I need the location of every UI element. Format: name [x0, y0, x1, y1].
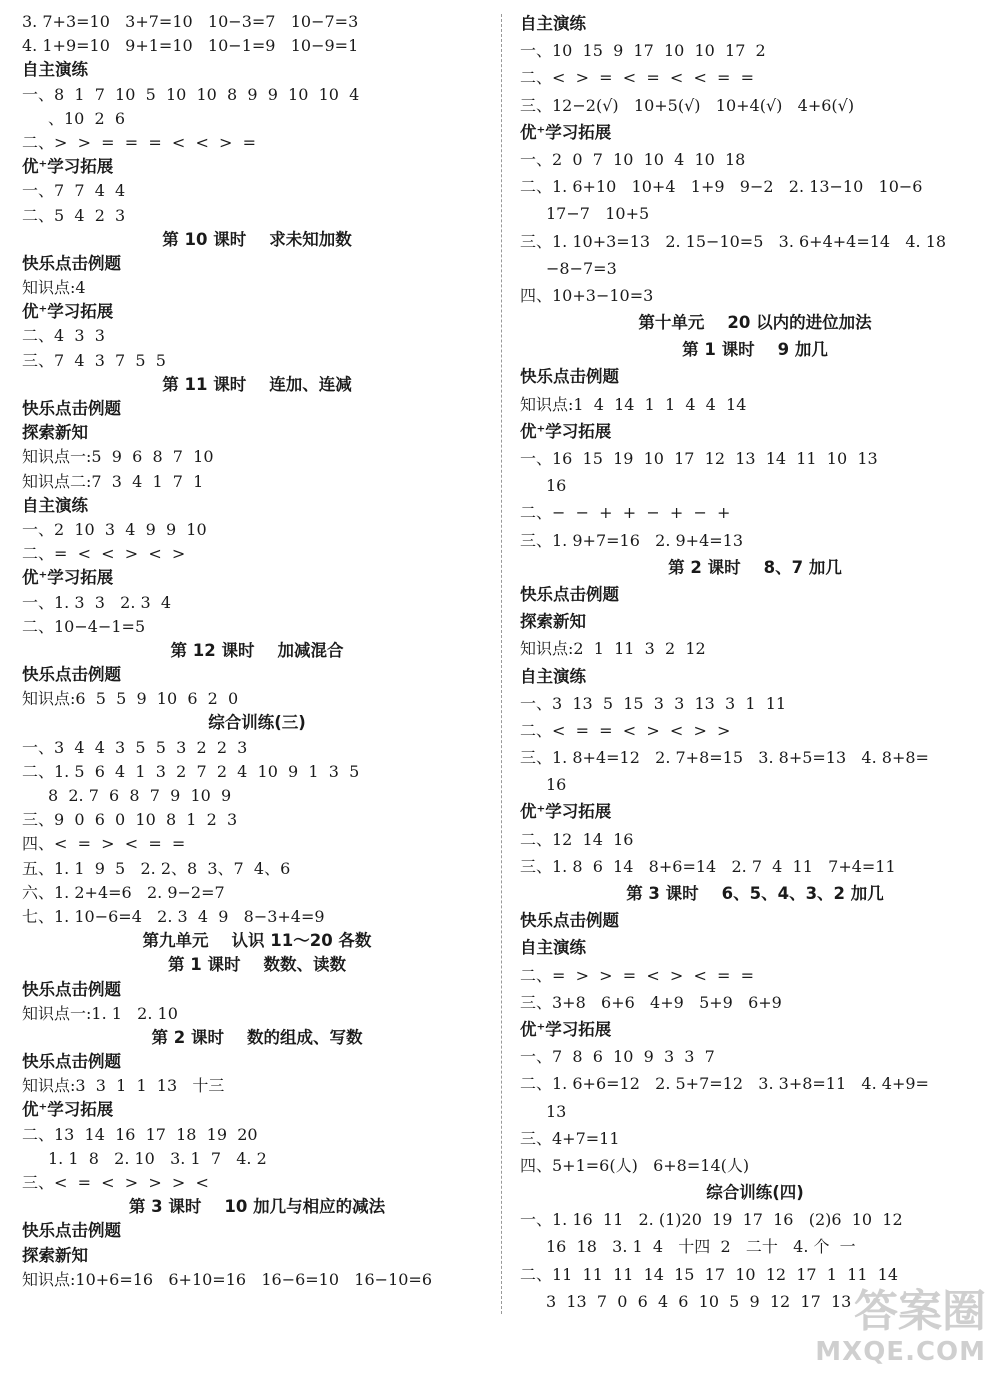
answer-line: 二、< = = < > < > > [520, 720, 731, 740]
answer-line: 三、1. 9+7=16 2. 9+4=13 [520, 530, 744, 550]
answer-continuation: 8 2. 7 6 8 7 9 10 9 [48, 786, 232, 805]
answer-line: 二、1. 6+10 10+4 1+9 9−2 2. 13−10 10−6 [520, 177, 923, 197]
answer-line: 一、3 13 5 15 3 3 13 3 1 11 [520, 693, 787, 713]
section-heading: 快乐点击例题 [520, 584, 619, 604]
answer-line: 三、7 4 3 7 5 5 [22, 350, 166, 370]
section-heading: 快乐点击例题 [22, 665, 121, 685]
answer-line: 知识点:2 1 11 3 2 12 [520, 639, 706, 659]
answer-line: 二、− − + + − + − + [520, 503, 731, 523]
answer-line: 二、< > = < = < < = = [520, 68, 755, 88]
lesson-title: 第 3 课时 6、5、4、3、2 加几 [626, 884, 884, 903]
answer-line: 知识点:10+6=16 6+10=16 16−6=10 16−10=6 [22, 1269, 433, 1289]
answer-continuation: 13 [546, 1101, 567, 1121]
answer-line: 知识点:6 5 5 9 10 6 2 0 [22, 689, 239, 709]
answer-line: 知识点:3 3 1 1 13 十三 [22, 1076, 225, 1096]
answer-line: 五、1. 1 9 5 2. 2、8 3、7 4、6 [22, 858, 291, 878]
section-heading: 快乐点击例题 [22, 1221, 121, 1241]
answer-line: 3. 7+3=10 3+7=10 10−3=7 10−7=3 [22, 12, 359, 31]
answer-line: 知识点一:5 9 6 8 7 10 [22, 447, 214, 467]
section-heading: 快乐点击例题 [22, 1052, 121, 1072]
section-heading: 优⁺学习拓展 [520, 802, 612, 822]
section-heading: 优⁺学习拓展 [22, 157, 114, 177]
section-heading: 探索新知 [520, 612, 586, 632]
answer-continuation: 17−7 10+5 [546, 204, 650, 224]
lesson-title: 第九单元 认识 11～20 各数 [142, 931, 372, 951]
answer-line: 一、16 15 19 10 17 12 13 14 11 10 13 [520, 449, 878, 468]
answer-line: 知识点一:1. 1 2. 10 [22, 1003, 178, 1023]
section-heading: 探索新知 [22, 423, 88, 443]
section-heading: 优⁺学习拓展 [520, 421, 612, 441]
answer-line: 一、7 8 6 10 9 3 3 7 [520, 1047, 715, 1067]
answer-line: 一、1. 3 3 2. 3 4 [22, 592, 172, 612]
answer-line: 三、< = < > > > < [22, 1173, 209, 1192]
section-heading: 快乐点击例题 [520, 367, 619, 387]
section-heading: 探索新知 [22, 1245, 88, 1265]
answer-continuation: 16 [546, 775, 567, 795]
answer-line: 三、1. 8 6 14 8+6=14 2. 7 4 11 7+4=11 [520, 856, 896, 876]
answer-line: 三、4+7=11 [520, 1128, 620, 1148]
section-heading: 优⁺学习拓展 [520, 1019, 612, 1039]
answer-continuation: 1. 1 8 2. 10 3. 1 7 4. 2 [48, 1148, 267, 1168]
section-heading: 快乐点击例题 [22, 399, 121, 418]
answer-line: 4. 1+9=10 9+1=10 10−1=9 10−9=1 [22, 36, 359, 56]
answer-line: 三、3+8 6+6 4+9 5+9 6+9 [520, 992, 782, 1012]
answer-line: 三、9 0 6 0 10 8 1 2 3 [22, 810, 238, 830]
section-heading: 优⁺学习拓展 [22, 302, 114, 322]
answer-line: 二、11 11 11 14 15 17 10 12 17 1 11 14 [520, 1264, 899, 1284]
answer-line: 一、1. 16 11 2. (1)20 19 17 16 (2)6 10 12 [520, 1210, 903, 1230]
lesson-title: 综合训练(四) [706, 1183, 804, 1203]
answer-continuation: −8−7=3 [546, 258, 617, 278]
answer-line: 知识点二:7 3 4 1 7 1 [22, 471, 204, 491]
answer-line: 二、1. 5 6 4 1 3 2 7 2 4 10 9 1 3 5 [22, 761, 360, 781]
answer-line: 一、2 10 3 4 9 9 10 [22, 519, 207, 539]
lesson-title: 第 1 课时 9 加几 [682, 340, 828, 360]
answer-line: 六、1. 2+4=6 2. 9−2=7 [22, 882, 225, 902]
lesson-title: 第 10 课时 求未知加数 [162, 229, 352, 249]
section-heading: 优⁺学习拓展 [520, 122, 612, 142]
section-heading: 优⁺学习拓展 [22, 1100, 114, 1120]
section-heading: 自主演练 [22, 60, 88, 80]
answer-line: 二、10−4−1=5 [22, 616, 146, 636]
section-heading: 自主演练 [520, 14, 586, 33]
lesson-title: 第 3 课时 10 加几与相应的减法 [128, 1197, 386, 1217]
section-heading: 快乐点击例题 [520, 911, 619, 931]
section-heading: 自主演练 [22, 495, 88, 515]
answer-line: 二、4 3 3 [22, 326, 105, 346]
lesson-title: 第 12 课时 加减混合 [170, 640, 344, 660]
answer-line: 二、13 14 16 17 18 19 20 [22, 1124, 258, 1144]
answer-line: 七、1. 10−6=4 2. 3 4 9 8−3+4=9 [22, 906, 325, 926]
answer-line: 四、10+3−10=3 [520, 285, 654, 305]
answer-continuation: 3 13 7 0 6 4 6 10 5 9 12 17 13 [546, 1291, 852, 1311]
section-heading: 优⁺学习拓展 [22, 568, 114, 588]
lesson-title: 第 1 课时 数数、读数 [168, 955, 346, 975]
answer-line: 三、1. 10+3=13 2. 15−10=5 3. 6+4+4=14 4. 18 [520, 231, 947, 251]
answer-line: 二、> > = = = < < > = [22, 132, 257, 152]
column-divider [501, 14, 502, 1314]
lesson-title: 第 11 课时 连加、连减 [162, 374, 352, 394]
answer-line: 一、7 7 4 4 [22, 181, 126, 201]
answer-line: 知识点:4 [22, 278, 86, 298]
lesson-title: 第十单元 20 以内的进位加法 [638, 313, 872, 333]
section-heading: 快乐点击例题 [22, 253, 121, 273]
answer-continuation: 16 18 3. 1 4 十四 2 二十 4. 个 一 [546, 1237, 856, 1257]
answer-line: 一、10 15 9 17 10 10 17 2 [520, 41, 766, 61]
left-column [22, 10, 492, 1292]
watermark-logo: 答案圈 [854, 1286, 986, 1337]
answer-line: 二、1. 6+6=12 2. 5+7=12 3. 3+8=11 4. 4+9= [520, 1074, 929, 1094]
lesson-title: 综合训练(三) [208, 713, 306, 733]
answer-line: 二、= > > = < > < = = [520, 965, 755, 985]
answer-line: 二、5 4 2 3 [22, 205, 126, 225]
answer-line: 四、5+1=6(人) 6+8=14(人) [520, 1155, 750, 1175]
section-heading: 自主演练 [520, 666, 586, 686]
lesson-title: 第 2 课时 8、7 加几 [668, 557, 842, 577]
answer-line: 三、1. 8+4=12 2. 7+8=15 3. 8+5=13 4. 8+8= [520, 748, 929, 768]
answer-line: 一、2 0 7 10 10 4 10 18 [520, 149, 746, 169]
section-heading: 自主演练 [520, 938, 586, 958]
lesson-title: 第 2 课时 数的组成、写数 [151, 1027, 363, 1047]
answer-line: 二、= < < > < > [22, 544, 186, 564]
watermark [786, 1275, 986, 1367]
section-heading: 快乐点击例题 [22, 979, 121, 999]
answer-continuation: 、10 2 6 [48, 108, 126, 128]
right-column [520, 10, 990, 1315]
answer-line: 一、3 4 4 3 5 5 3 2 2 3 [22, 737, 248, 757]
watermark-url: MXQE.COM [815, 1337, 986, 1367]
answer-line: 知识点:1 4 14 1 1 4 4 14 [520, 394, 747, 414]
answer-line: 一、8 1 7 10 5 10 10 8 9 9 10 10 4 [22, 84, 360, 104]
answer-line: 二、12 14 16 [520, 829, 634, 849]
answer-line: 四、< = > < = = [22, 834, 186, 854]
answer-continuation: 16 [546, 476, 567, 496]
answer-line: 三、12−2(√) 10+5(√) 10+4(√) 4+6(√) [520, 95, 855, 115]
